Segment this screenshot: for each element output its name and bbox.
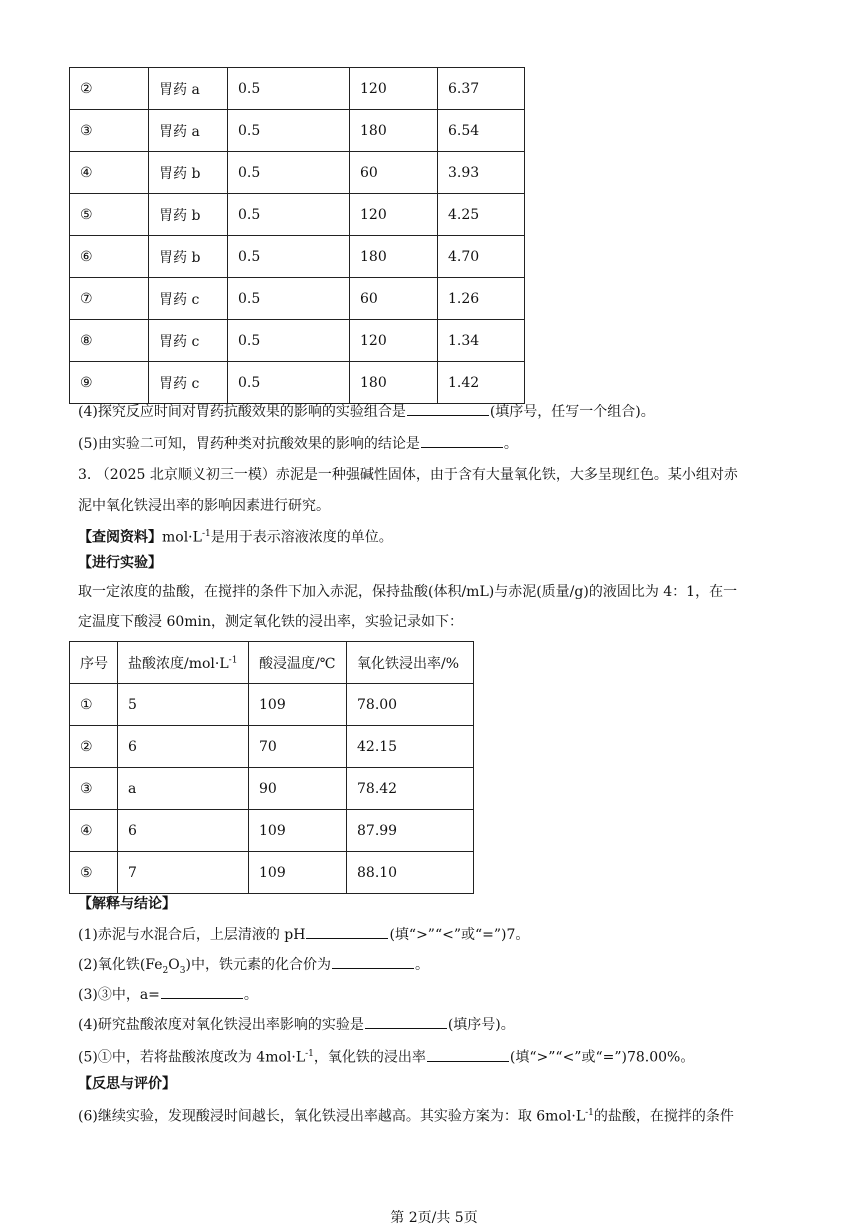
answer-blank[interactable] bbox=[306, 924, 388, 939]
problem-3-line-2: 泥中氧化铁浸出率的影响因素进行研究。 bbox=[78, 498, 330, 514]
page-footer: 第 2页/共 5页 bbox=[390, 1210, 478, 1226]
answer-blank[interactable] bbox=[365, 1014, 447, 1029]
table-cell: 6.54 bbox=[438, 110, 525, 152]
table-row bbox=[70, 768, 474, 810]
table-row bbox=[70, 278, 525, 320]
reference-section: 【查阅资料】$mol\cdot L^{-1}$是用于表示溶液浓度的单位。 bbox=[78, 529, 393, 546]
table-cell: ③ bbox=[70, 768, 118, 810]
table-row bbox=[70, 320, 525, 362]
table-cell: 0.5 bbox=[228, 194, 350, 236]
conclusion-q5: (5)①中，若将盐酸浓度改为 $4mol\cdot L^{-1}$，氧化铁的浸出率 (填“>”“<”或“=”)78.00%。 bbox=[78, 1044, 694, 1068]
table-cell: 180 bbox=[350, 110, 438, 152]
table-row bbox=[70, 236, 525, 278]
table-cell: 109 bbox=[249, 684, 347, 726]
table-cell: 6 bbox=[118, 726, 249, 768]
table-cell: 3.93 bbox=[438, 152, 525, 194]
table-cell: ④ bbox=[70, 152, 149, 194]
table-cell: 0.5 bbox=[228, 68, 350, 110]
table-cell: 0.5 bbox=[228, 278, 350, 320]
table-cell: a bbox=[118, 768, 249, 810]
table-row bbox=[70, 110, 525, 152]
table-cell: 88.10 bbox=[347, 852, 474, 894]
conclusion-q3: (3)③中，a= 。 bbox=[78, 984, 258, 1005]
conclusion-heading: 【解释与结论】 bbox=[78, 896, 176, 912]
answer-blank[interactable] bbox=[407, 401, 489, 416]
table-header-row bbox=[70, 642, 474, 684]
table-cell: 6.37 bbox=[438, 68, 525, 110]
table-cell: 180 bbox=[350, 236, 438, 278]
table-cell: ② bbox=[70, 726, 118, 768]
table-cell: 0.5 bbox=[228, 320, 350, 362]
question-4: (4)探究反应时间对胃药抗酸效果的影响的实验组合是 (填序号，任写一个组合)。 bbox=[78, 401, 655, 422]
reflection-heading: 【反思与评价】 bbox=[78, 1076, 176, 1092]
table-cell: 78.00 bbox=[347, 684, 474, 726]
problem-3-line-1: 3. （2025 北京顺义初三一模）赤泥是一种强碱性固体，由于含有大量氧化铁，大多呈现红色。某小组对赤 bbox=[78, 467, 738, 483]
table-cell: 胃药 b bbox=[149, 152, 228, 194]
table-cell: 0.5 bbox=[228, 362, 350, 404]
table-cell: 120 bbox=[350, 194, 438, 236]
results-table-1 bbox=[69, 67, 525, 404]
header-cell: 酸浸温度/℃ bbox=[249, 642, 347, 684]
table-cell: 0.5 bbox=[228, 110, 350, 152]
conclusion-q1: (1)赤泥与水混合后，上层清液的 pH (填“>”“<”或“=”)7。 bbox=[78, 924, 529, 945]
header-cell: 序号 bbox=[70, 642, 118, 684]
table-cell: ⑥ bbox=[70, 236, 149, 278]
table-cell: 90 bbox=[249, 768, 347, 810]
table-cell: ⑤ bbox=[70, 194, 149, 236]
answer-blank[interactable] bbox=[161, 984, 243, 999]
table-cell: 胃药 a bbox=[149, 110, 228, 152]
table-cell: 胃药 c bbox=[149, 278, 228, 320]
table-cell: ② bbox=[70, 68, 149, 110]
answer-blank[interactable] bbox=[427, 1047, 509, 1062]
table-row bbox=[70, 684, 474, 726]
answer-blank[interactable] bbox=[421, 433, 503, 448]
table-cell: 7 bbox=[118, 852, 249, 894]
conclusion-q4: (4)研究盐酸浓度对氧化铁浸出率影响的实验是 (填序号)。 bbox=[78, 1014, 515, 1035]
table-cell: 180 bbox=[350, 362, 438, 404]
table-cell: 60 bbox=[350, 152, 438, 194]
table-cell: 120 bbox=[350, 68, 438, 110]
table-cell: 4.25 bbox=[438, 194, 525, 236]
table-cell: 78.42 bbox=[347, 768, 474, 810]
table-cell: 6 bbox=[118, 810, 249, 852]
reference-heading: 【查阅资料】 bbox=[78, 529, 162, 546]
experiment-line-2: 定温度下酸浸 60min，测定氧化铁的浸出率，实验记录如下： bbox=[78, 614, 464, 630]
table-cell: 120 bbox=[350, 320, 438, 362]
table-cell: 60 bbox=[350, 278, 438, 320]
table-cell: ⑧ bbox=[70, 320, 149, 362]
table-cell: 5 bbox=[118, 684, 249, 726]
table-row bbox=[70, 726, 474, 768]
table-cell: ⑦ bbox=[70, 278, 149, 320]
table-cell: 109 bbox=[249, 810, 347, 852]
table-cell: 0.5 bbox=[228, 236, 350, 278]
table-cell: ④ bbox=[70, 810, 118, 852]
table-row bbox=[70, 362, 525, 404]
table-cell: 胃药 c bbox=[149, 362, 228, 404]
reflection-q6: (6)继续实验，发现酸浸时间越长，氧化铁浸出率越高。其实验方案为：取 $6mol\cdot L^{-1}$的盐酸，在搅拌的条件 bbox=[78, 1108, 734, 1125]
table-cell: 1.26 bbox=[438, 278, 525, 320]
header-cell: 盐酸浓度$/mol\cdot L^{-1}$ bbox=[118, 642, 249, 684]
table-cell: 1.42 bbox=[438, 362, 525, 404]
table-cell: 1.34 bbox=[438, 320, 525, 362]
question-5: (5)由实验二可知，胃药种类对抗酸效果的影响的结论是 。 bbox=[78, 433, 518, 454]
results-table-2 bbox=[69, 641, 474, 894]
table-cell: 0.5 bbox=[228, 152, 350, 194]
table-cell: ⑨ bbox=[70, 362, 149, 404]
table-row bbox=[70, 810, 474, 852]
table-cell: ⑤ bbox=[70, 852, 118, 894]
table-row bbox=[70, 194, 525, 236]
conclusion-q2: (2)氧化铁$(Fe_2O_3)$中，铁元素的化合价为 。 bbox=[78, 954, 429, 981]
table-cell: 109 bbox=[249, 852, 347, 894]
table-cell: ③ bbox=[70, 110, 149, 152]
table-cell: 4.70 bbox=[438, 236, 525, 278]
experiment-heading: 【进行实验】 bbox=[78, 555, 162, 571]
table-cell: ① bbox=[70, 684, 118, 726]
table-cell: 42.15 bbox=[347, 726, 474, 768]
experiment-line-1: 取一定浓度的盐酸，在搅拌的条件下加入赤泥，保持盐酸(体积/mL)与赤泥(质量/g)的液固比为 4：1，在一 bbox=[78, 584, 738, 600]
table-cell: 87.99 bbox=[347, 810, 474, 852]
table-cell: 70 bbox=[249, 726, 347, 768]
header-cell: 氧化铁浸出率/% bbox=[347, 642, 474, 684]
table-row bbox=[70, 152, 525, 194]
table-cell: 胃药 a bbox=[149, 68, 228, 110]
table-cell: 胃药 b bbox=[149, 236, 228, 278]
table-row bbox=[70, 68, 525, 110]
table-row bbox=[70, 852, 474, 894]
answer-blank[interactable] bbox=[332, 954, 414, 969]
table-cell: 胃药 b bbox=[149, 194, 228, 236]
table-cell: 胃药 c bbox=[149, 320, 228, 362]
